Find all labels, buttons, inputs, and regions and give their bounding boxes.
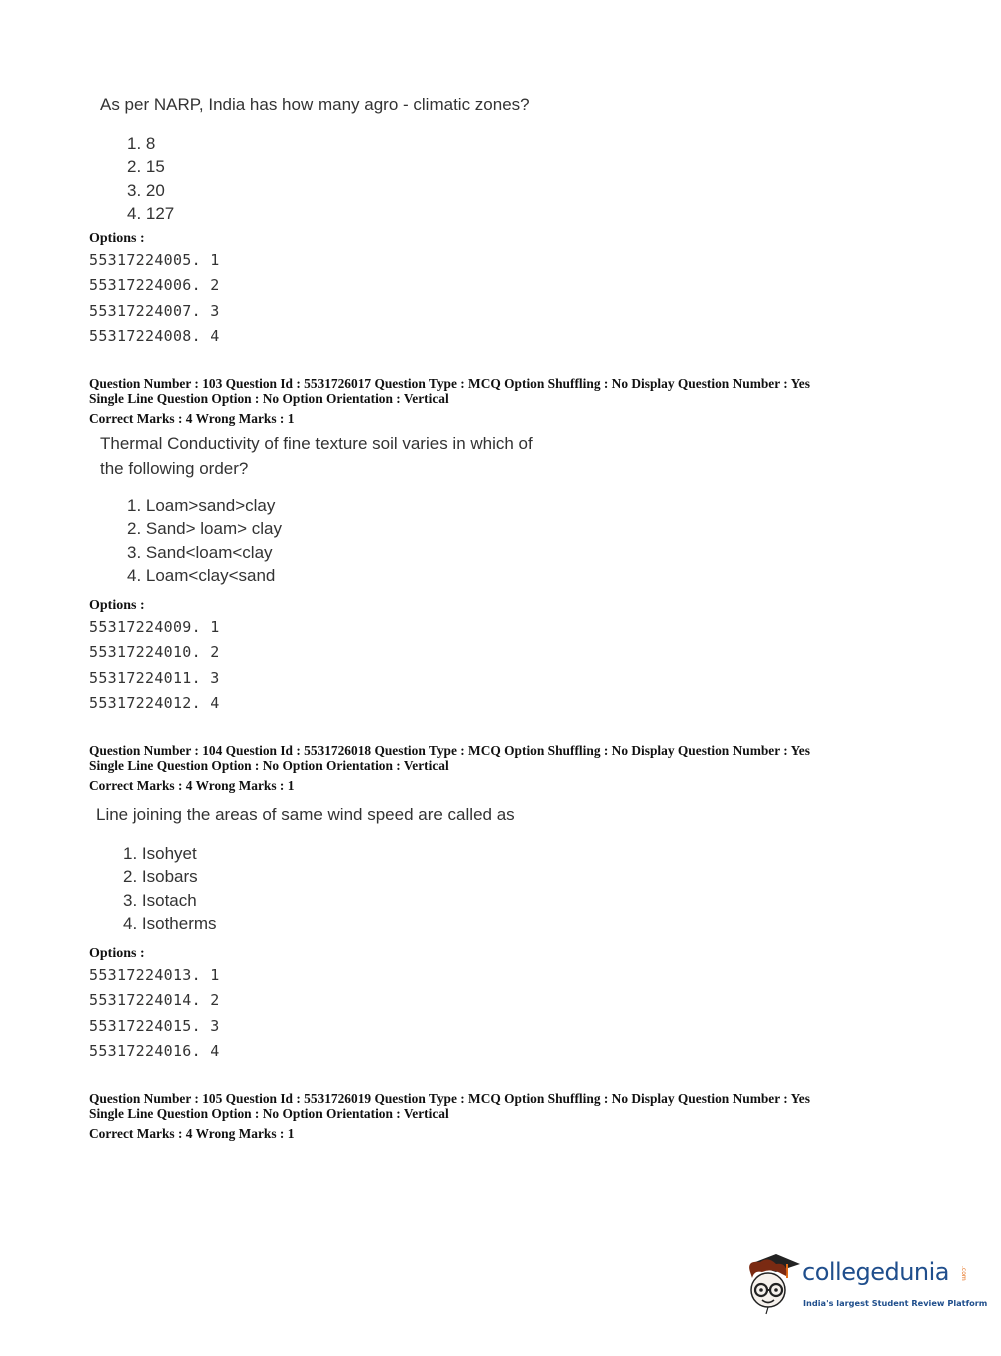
collegedunia-logo — [742, 1250, 988, 1320]
answer-choices — [127, 132, 174, 225]
option-id: 55317224010. 2 — [89, 643, 220, 662]
question-meta — [89, 1091, 810, 1141]
options-label: Options : — [89, 598, 145, 613]
choice-item: 2. Isobars — [123, 867, 198, 887]
mascot-icon — [742, 1250, 802, 1316]
question-text-line: the following order? — [100, 459, 249, 478]
meta-line: Single Line Question Option : No Option Orientation : Vertical — [89, 758, 449, 773]
answer-choices — [127, 494, 282, 587]
logo-suffix: .com — [960, 1266, 967, 1281]
option-id: 55317224008. 4 — [89, 326, 220, 345]
meta-line: Question Number : 103 Question Id : 5531726017 Question Type : MCQ Option Shuffling : No Display Question Number : Yes — [89, 376, 810, 391]
question-text — [100, 431, 533, 481]
question-text: As per NARP, India has how many agro - climatic zones? — [100, 95, 530, 114]
choice-item: 2. Sand> loam> clay — [127, 519, 282, 539]
question-text-line: Thermal Conductivity of fine texture soil varies in which of — [100, 434, 533, 453]
choice-item: 3. Isotach — [123, 890, 197, 910]
option-id: 55317224006. 2 — [89, 276, 220, 295]
option-id: 55317224012. 4 — [89, 693, 220, 712]
option-id: 55317224013. 1 — [89, 966, 220, 984]
marks-line: Correct Marks : 4 Wrong Marks : 1 — [89, 778, 295, 793]
options-label: Options : — [89, 231, 145, 246]
question-meta — [89, 376, 810, 426]
choice-item: 4. Isotherms — [123, 913, 217, 933]
logo-tagline: India's largest Student Review Platform — [803, 1298, 988, 1308]
logo-wordmark: collegedunia — [802, 1258, 950, 1286]
option-ids — [89, 963, 220, 1064]
choice-item: 3. 20 — [127, 180, 165, 200]
option-id: 55317224007. 3 — [89, 301, 220, 320]
option-id: 55317224005. 1 — [89, 251, 220, 269]
option-id: 55317224014. 2 — [89, 991, 220, 1010]
meta-line: Single Line Question Option : No Option Orientation : Vertical — [89, 1106, 449, 1121]
choice-item: 1. Loam>sand>clay — [127, 496, 276, 515]
answer-choices — [123, 842, 217, 935]
meta-line: Question Number : 104 Question Id : 5531726018 Question Type : MCQ Option Shuffling : No Display Question Number : Yes — [89, 743, 810, 758]
option-ids — [89, 615, 220, 716]
option-ids — [89, 248, 220, 349]
option-id: 55317224015. 3 — [89, 1016, 220, 1035]
option-id: 55317224009. 1 — [89, 618, 220, 636]
marks-line: Correct Marks : 4 Wrong Marks : 1 — [89, 1126, 295, 1141]
meta-line: Single Line Question Option : No Option Orientation : Vertical — [89, 391, 449, 406]
option-id: 55317224011. 3 — [89, 668, 220, 687]
option-id: 55317224016. 4 — [89, 1041, 220, 1060]
choice-item: 1. Isohyet — [123, 844, 197, 863]
question-text: Line joining the areas of same wind speed are called as — [96, 805, 515, 824]
marks-line: Correct Marks : 4 Wrong Marks : 1 — [89, 411, 295, 426]
choice-item: 2. 15 — [127, 157, 165, 177]
options-label: Options : — [89, 946, 145, 961]
choice-item: 4. 127 — [127, 203, 175, 223]
choice-item: 3. Sand<loam<clay — [127, 542, 273, 562]
meta-line: Question Number : 105 Question Id : 5531726019 Question Type : MCQ Option Shuffling : No Display Question Number : Yes — [89, 1091, 810, 1106]
choice-item: 4. Loam<clay<sand — [127, 565, 276, 585]
question-meta — [89, 743, 810, 793]
choice-item: 1. 8 — [127, 134, 156, 153]
